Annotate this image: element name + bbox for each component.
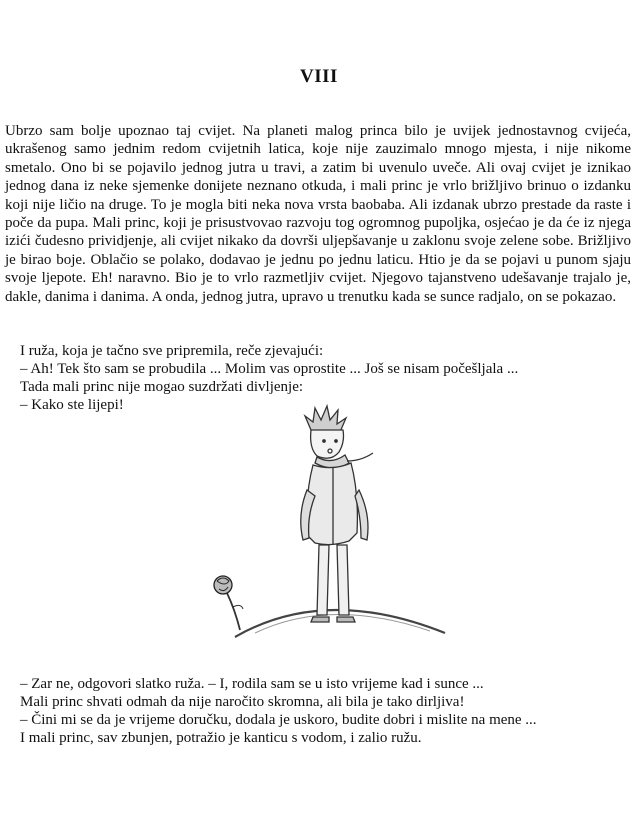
dialogue-line: Mali princ shvati odmah da nije naročito skromna, ali bila je tako dirljiva! (20, 694, 465, 710)
dialogue-line: – Ah! Tek što sam se probudila ... Molim vas oprostite ... Još se nisam počešljala ... (20, 361, 519, 377)
dialogue-line: I mali princ, sav zbunjen, potražio je kanticu s vodom, i zalio ružu. (20, 730, 422, 746)
dialogue-line: – Čini mi se da je vrijeme doručku, dodala je uskoro, budite dobri i mislite na mene ... (20, 712, 537, 728)
little-prince-rose-illustration (195, 385, 465, 660)
dialogue-line: – Kako ste lijepi! (20, 397, 124, 413)
dialogue-line: – Zar ne, odgovori slatko ruža. – I, rodila sam se u isto vrijeme kad i sunce ... (20, 676, 484, 692)
dialogue-line: I ruža, koja je tačno sve pripremila, reče zjevajući: (20, 343, 324, 359)
intro-paragraph: Ubrzo sam bolje upoznao taj cvijet. Na planeti malog princa bilo je uvijek jednostavnog cvijeća, ukrašenog samo jednim redom cvijetnih latica, koje nije zauzimalo mnogo mjesta, i nije nikome smetalo. Ono bi se pojavilo jednog jutra u travi, a zatim bi uvenulo uveče. Ali ovaj cvijet je iznikao jednog dana iz neke sjemenke donijete neznano otkuda, i mali princ je vrlo brižljivo brinuo o izdanku koji nije ličio na druge. To je mogla biti neka nova vrsta baobaba. Ali izdanak ubrzo prestade da raste i poče da pupa. Mali princ, koji je prisustvovao razvoju tog ogromnog pupoljka, osjećao je da će iz njega izići čudesno prividjenje, ali cvijet nikako da dovrši uljepšavanje u zaklonu svoje zelene sobe. Brižljivo je birao boje. Oblačio se polako, dodavao je jednu po jednu laticu. Htio je da se pojavi u punom sjaju svoje ljepote. Eh! naravno. Bio je to vrlo razmetljiv cvijet. Njegovo tajanstveno udešavanje trajalo je, dakle, danima i danima. A onda, jednog jutra, upravo u trenutku kada se sunce radjalo, on se pokazao. (5, 123, 631, 305)
chapter-title: VIII (300, 66, 338, 87)
rose-flower (214, 576, 243, 630)
dialogue-line: Tada mali princ nije mogao suzdržati divljenje: (20, 379, 304, 395)
little-prince-figure (301, 406, 373, 622)
